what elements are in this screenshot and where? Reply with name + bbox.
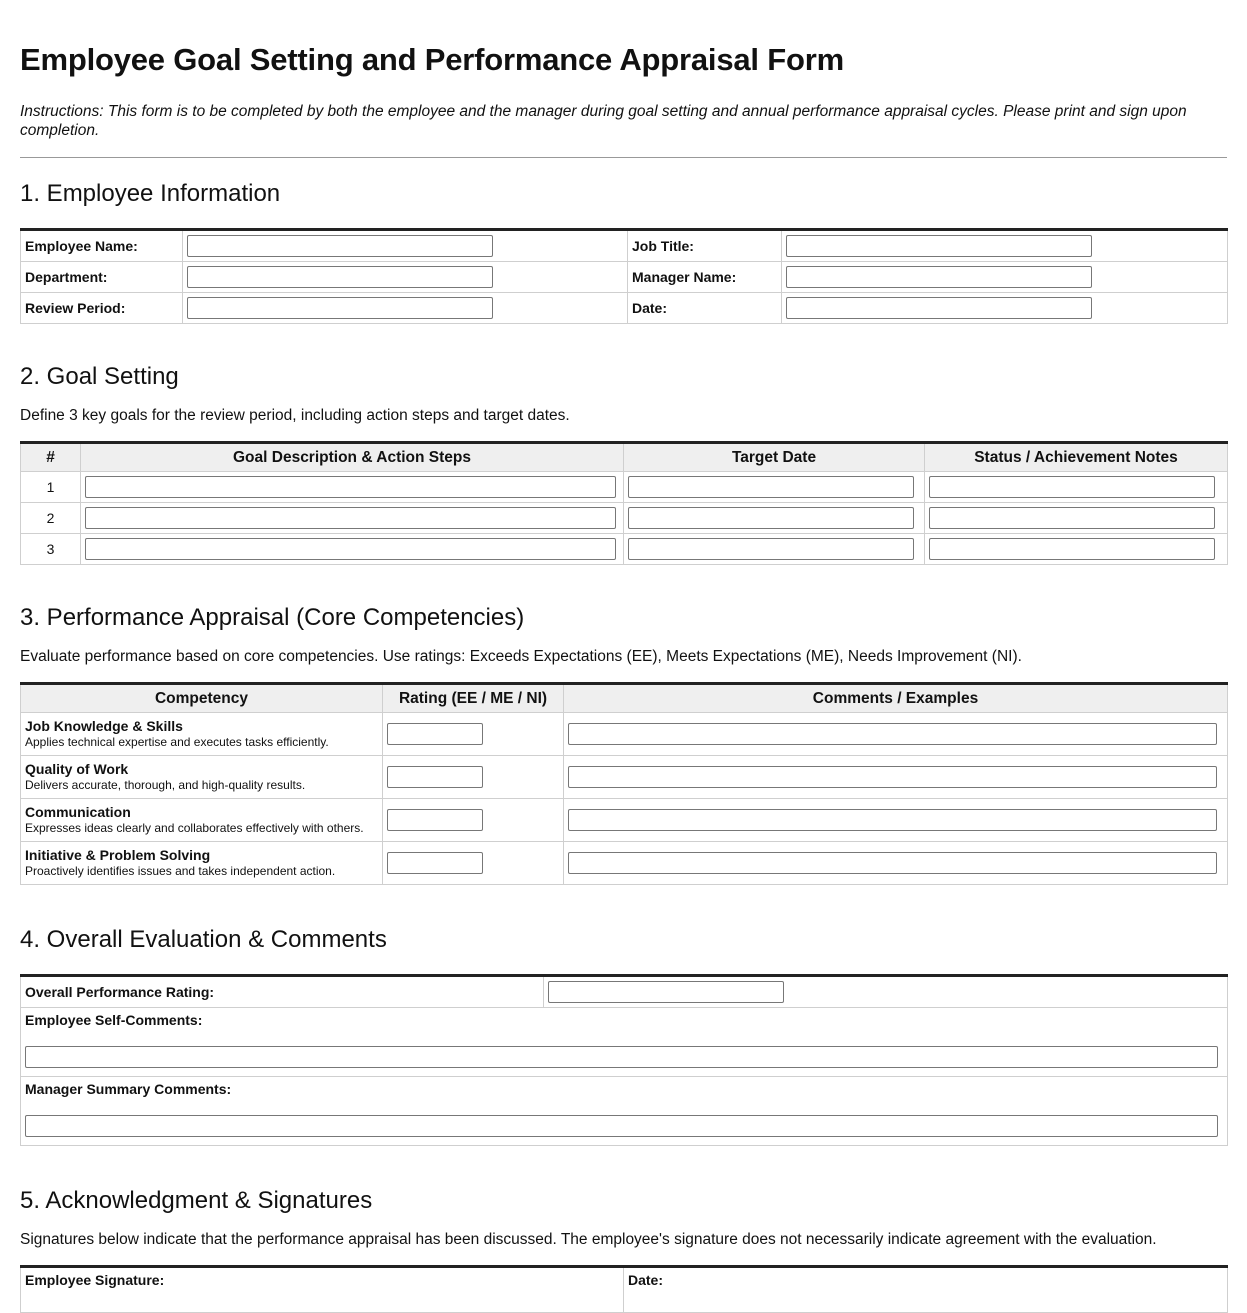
comments-cell <box>564 713 1228 756</box>
competency-cell <box>21 756 383 799</box>
comments-field[interactable] <box>568 766 1217 788</box>
table-header-row <box>21 443 1228 472</box>
rating-cell <box>383 842 564 885</box>
job-title-field[interactable] <box>786 235 1092 257</box>
rating-field[interactable] <box>387 723 483 745</box>
comments-cell <box>564 799 1228 842</box>
comments-field[interactable] <box>568 723 1217 745</box>
section-acknowledgment-heading: 5. Acknowledgment & Signatures <box>20 1187 373 1214</box>
target-date-field[interactable] <box>628 538 914 560</box>
target-date-cell <box>624 503 925 534</box>
employee-signature-label[interactable]: Employee Signature: <box>21 1267 624 1313</box>
goal-number: 2 <box>21 503 81 534</box>
employee-information-table <box>20 228 1228 324</box>
table-row <box>21 230 1228 262</box>
goal-number: 1 <box>21 472 81 503</box>
table-row <box>21 976 1228 1008</box>
comments-cell <box>564 756 1228 799</box>
status-notes-field[interactable] <box>929 507 1215 529</box>
goal-description-cell <box>81 534 624 565</box>
status-notes-field[interactable] <box>929 476 1215 498</box>
goal-number: 3 <box>21 534 81 565</box>
rating-field[interactable] <box>387 766 483 788</box>
rating-cell <box>383 713 564 756</box>
job-title-cell <box>782 230 1228 262</box>
target-date-cell <box>624 472 925 503</box>
column-header-target-date: Target Date <box>624 443 925 472</box>
rating-field[interactable] <box>387 809 483 831</box>
overall-rating-cell <box>544 976 1228 1008</box>
comments-field[interactable] <box>568 809 1217 831</box>
goal-description-cell <box>81 503 624 534</box>
acknowledgment-description: Signatures below indicate that the performance appraisal has been discussed. The employee's signature does not necessarily indicate agreement with the evaluation. <box>20 1231 1157 1248</box>
goal-description-field[interactable] <box>85 476 616 498</box>
section-performance-appraisal-heading: 3. Performance Appraisal (Core Competencies) <box>20 604 525 631</box>
self-comments-cell <box>21 1008 1228 1077</box>
section-goal-setting-heading: 2. Goal Setting <box>20 363 179 390</box>
table-row <box>21 534 1228 565</box>
comments-field[interactable] <box>568 852 1217 874</box>
table-header-row <box>21 684 1228 713</box>
column-header-competency: Competency <box>21 684 383 713</box>
table-row <box>21 472 1228 503</box>
competency-cell <box>21 713 383 756</box>
section-overall-evaluation-heading: 4. Overall Evaluation & Comments <box>20 926 387 953</box>
column-header-goal-description: Goal Description & Action Steps <box>81 443 624 472</box>
competency-name: Quality of Work <box>25 761 129 777</box>
rating-field[interactable] <box>387 852 483 874</box>
target-date-field[interactable] <box>628 476 914 498</box>
rating-cell <box>383 756 564 799</box>
competency-name: Initiative & Problem Solving <box>25 847 211 863</box>
self-comments-label: Employee Self-Comments: <box>25 1012 203 1028</box>
overall-rating-field[interactable] <box>548 981 784 1003</box>
performance-appraisal-description: Evaluate performance based on core competencies. Use ratings: Exceeds Expectations (EE), Meets Expectations (ME), Needs Improvement (NI). <box>20 648 1022 665</box>
table-row <box>21 713 1228 756</box>
goal-setting-table <box>20 441 1228 565</box>
instructions-text: Instructions: This form is to be completed by both the employee and the manager during goal setting and annual performance appraisal cycles. Please print and sign upon completion. <box>20 102 1227 158</box>
table-row <box>21 756 1228 799</box>
manager-comments-field[interactable] <box>25 1115 1218 1137</box>
goal-description-field[interactable] <box>85 538 616 560</box>
competency-description: Delivers accurate, thorough, and high-quality results. <box>25 778 306 792</box>
competency-cell <box>21 799 383 842</box>
table-row <box>21 842 1228 885</box>
employee-name-field[interactable] <box>187 235 493 257</box>
status-notes-cell <box>925 503 1228 534</box>
rating-cell <box>383 799 564 842</box>
review-period-cell <box>183 293 628 324</box>
comments-cell <box>564 842 1228 885</box>
column-header-rating: Rating (EE / ME / NI) <box>383 684 564 713</box>
review-period-field[interactable] <box>187 297 493 319</box>
column-header-comments: Comments / Examples <box>564 684 1228 713</box>
table-row <box>21 293 1228 324</box>
table-row <box>21 1267 1228 1313</box>
status-notes-cell <box>925 534 1228 565</box>
department-cell <box>183 262 628 293</box>
overall-evaluation-table <box>20 974 1228 1146</box>
table-row <box>21 503 1228 534</box>
manager-name-label: Manager Name: <box>628 262 782 293</box>
signature-date-label[interactable]: Date: <box>624 1267 1228 1313</box>
job-title-label: Job Title: <box>628 230 782 262</box>
competency-description: Expresses ideas clearly and collaborates effectively with others. <box>25 821 364 835</box>
target-date-cell <box>624 534 925 565</box>
column-header-number: # <box>21 443 81 472</box>
employee-name-cell <box>183 230 628 262</box>
goal-setting-description: Define 3 key goals for the review period, including action steps and target dates. <box>20 407 570 424</box>
signatures-table <box>20 1265 1228 1313</box>
date-label: Date: <box>628 293 782 324</box>
employee-name-label: Employee Name: <box>21 230 183 262</box>
goal-description-cell <box>81 472 624 503</box>
date-cell <box>782 293 1228 324</box>
department-label: Department: <box>21 262 183 293</box>
competency-name: Job Knowledge & Skills <box>25 718 183 734</box>
section-employee-information-heading: 1. Employee Information <box>20 180 281 207</box>
manager-comments-label: Manager Summary Comments: <box>25 1081 232 1097</box>
department-field[interactable] <box>187 266 493 288</box>
page-title: Employee Goal Setting and Performance Appraisal Form <box>20 42 844 77</box>
competency-name: Communication <box>25 804 131 820</box>
competency-cell <box>21 842 383 885</box>
self-comments-field[interactable] <box>25 1046 1218 1068</box>
review-period-label: Review Period: <box>21 293 183 324</box>
goal-description-field[interactable] <box>85 507 616 529</box>
competencies-table <box>20 682 1228 885</box>
date-field[interactable] <box>786 297 1092 319</box>
manager-name-cell <box>782 262 1228 293</box>
target-date-field[interactable] <box>628 507 914 529</box>
manager-comments-cell <box>21 1077 1228 1146</box>
table-row <box>21 1008 1228 1077</box>
table-row <box>21 262 1228 293</box>
competency-description: Proactively identifies issues and takes independent action. <box>25 864 336 878</box>
status-notes-cell <box>925 472 1228 503</box>
status-notes-field[interactable] <box>929 538 1215 560</box>
table-row <box>21 1077 1228 1146</box>
column-header-status-notes: Status / Achievement Notes <box>925 443 1228 472</box>
manager-name-field[interactable] <box>786 266 1092 288</box>
competency-description: Applies technical expertise and executes tasks efficiently. <box>25 735 329 749</box>
table-row <box>21 799 1228 842</box>
overall-rating-label: Overall Performance Rating: <box>21 976 544 1008</box>
